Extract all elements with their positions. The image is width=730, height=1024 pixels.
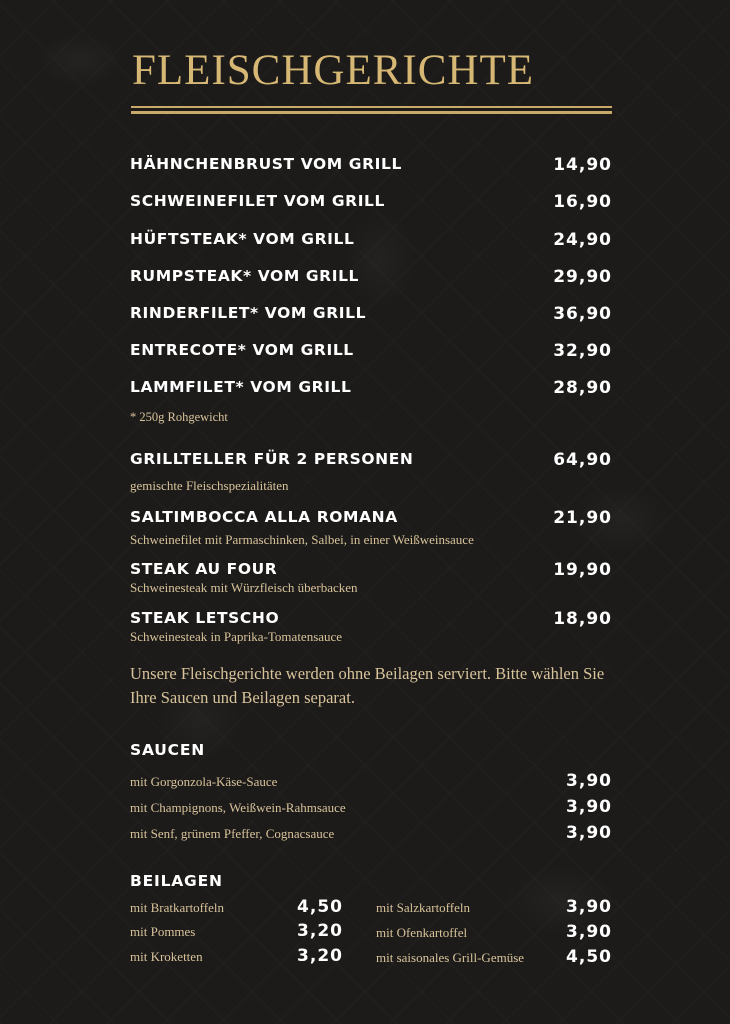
sauce-price: 3,90 — [566, 771, 612, 791]
side-price: 3,90 — [566, 897, 612, 917]
dish-price: 24,90 — [553, 230, 612, 250]
dish-description: Schweinesteak in Paprika-Tomatensauce — [130, 629, 343, 644]
dish-price: 28,90 — [553, 378, 612, 398]
side-price: 4,50 — [566, 947, 612, 967]
side-row — [376, 922, 612, 944]
side-row — [376, 897, 612, 919]
sauce-row — [130, 771, 612, 793]
side-row — [130, 921, 343, 943]
side-row — [376, 947, 612, 969]
dish-name: SCHWEINEFILET VOM GRILL — [130, 192, 386, 210]
side-label: mit Pommes — [130, 924, 196, 939]
dish-name: RINDERFILET* VOM GRILL — [130, 304, 367, 322]
side-row — [130, 897, 343, 919]
dish-name: HÜFTSTEAK* VOM GRILL — [130, 230, 355, 248]
sauce-label: mit Senf, grünem Pfeffer, Cognacsauce — [130, 826, 335, 841]
footnote: * 250g Rohgewicht — [130, 410, 228, 424]
side-price: 4,50 — [297, 897, 343, 917]
page-title: FLEISCHGERICHTE — [132, 47, 534, 94]
side-label: mit saisonales Grill-Gemüse — [376, 950, 525, 965]
dish-name: GRILLTELLER FÜR 2 PERSONEN — [130, 450, 414, 468]
sauce-row — [130, 797, 612, 819]
side-price: 3,20 — [297, 921, 343, 941]
side-label: mit Ofenkartoffel — [376, 925, 468, 940]
sauce-price: 3,90 — [566, 823, 612, 843]
dish-description: Schweinefilet mit Parmaschinken, Salbei, in einer Weißweinsauce — [130, 532, 474, 547]
dish-name: RUMPSTEAK* VOM GRILL — [130, 267, 360, 285]
saucen-heading: SAUCEN — [130, 741, 206, 759]
dish-name: ENTRECOTE* VOM GRILL — [130, 341, 354, 359]
side-price: 3,90 — [566, 922, 612, 942]
dish-name: HÄHNCHENBRUST VOM GRILL — [130, 155, 402, 173]
sauce-row — [130, 823, 612, 845]
beilagen-heading: BEILAGEN — [130, 872, 223, 890]
dish-price: 14,90 — [553, 155, 612, 175]
dish-price: 64,90 — [553, 450, 612, 470]
sauce-label: mit Gorgonzola-Käse-Sauce — [130, 774, 278, 789]
side-label: mit Kroketten — [130, 949, 203, 964]
sauce-price: 3,90 — [566, 797, 612, 817]
sauce-label: mit Champignons, Weißwein-Rahmsauce — [130, 800, 346, 815]
side-price: 3,20 — [297, 946, 343, 966]
dish-price: 16,90 — [553, 192, 612, 212]
dish-name: STEAK AU FOUR — [130, 560, 278, 578]
dish-name: STEAK LETSCHO — [130, 609, 280, 627]
dish-description: gemischte Fleischspezialitäten — [130, 478, 289, 493]
dish-price: 36,90 — [553, 304, 612, 324]
side-label: mit Bratkartoffeln — [130, 900, 224, 915]
dish-price: 21,90 — [553, 508, 612, 528]
dish-name: LAMMFILET* VOM GRILL — [130, 378, 352, 396]
dish-name: SALTIMBOCCA ALLA ROMANA — [130, 508, 398, 526]
dish-price: 29,90 — [553, 267, 612, 287]
dish-price: 19,90 — [553, 560, 612, 580]
dish-price: 18,90 — [553, 609, 612, 629]
side-label: mit Salzkartoffeln — [376, 900, 470, 915]
menu-note: Unsere Fleischgerichte werden ohne Beilagen serviert. Bitte wählen Sie Ihre Saucen und Beilagen separat. — [130, 664, 605, 707]
dish-price: 32,90 — [553, 341, 612, 361]
title-rule-top — [131, 106, 612, 108]
dish-description: Schweinesteak mit Würzfleisch überbacken — [130, 580, 358, 595]
side-row — [130, 946, 343, 968]
title-rule-bottom — [131, 111, 612, 114]
